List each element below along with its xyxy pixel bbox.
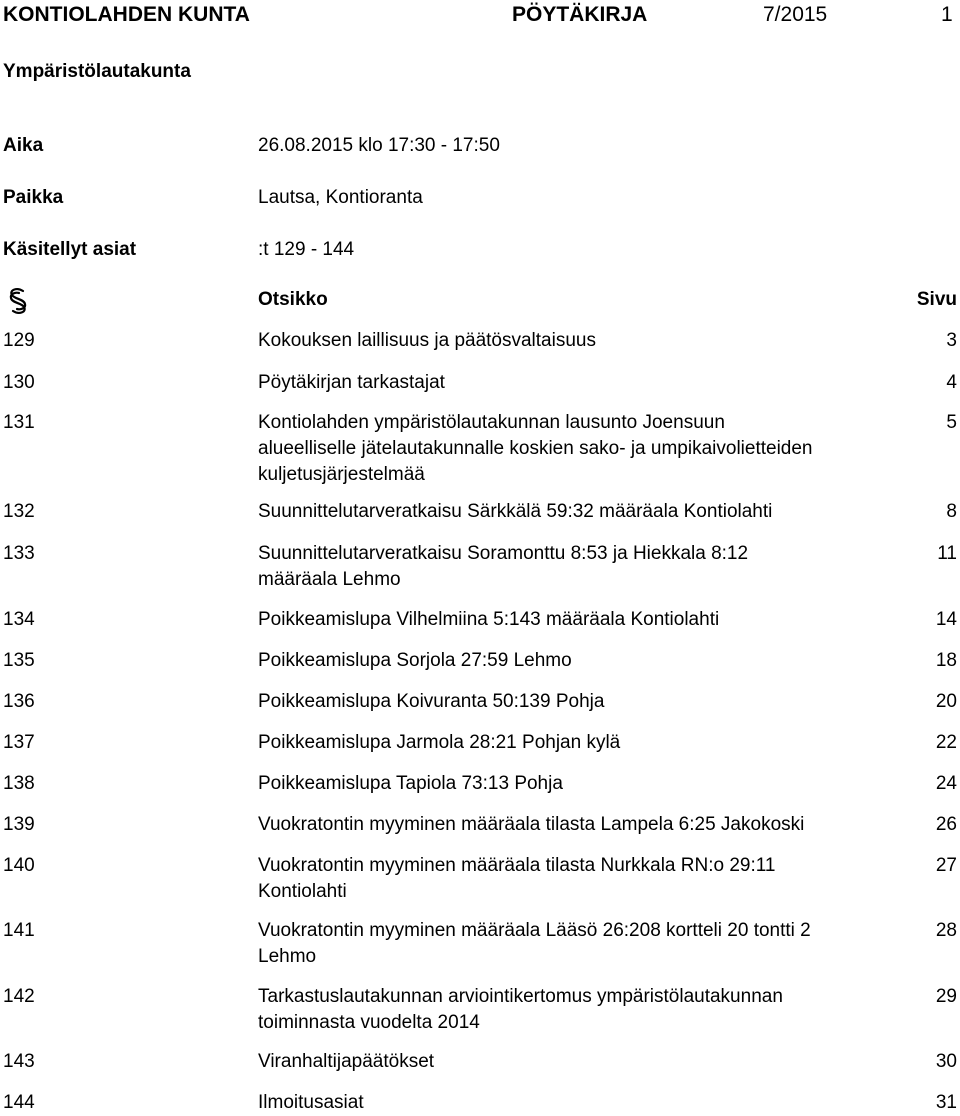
toc-row-number: 130 — [3, 372, 35, 393]
toc-row-number: 133 — [3, 543, 35, 564]
toc-row-number: 136 — [3, 691, 35, 712]
toc-row-page: 27 — [935, 855, 957, 876]
toc-row-title — [258, 853, 898, 905]
toc-row-page: 14 — [935, 609, 957, 630]
toc-row-page: 5 — [946, 412, 957, 433]
items-label: Käsitellyt asiat — [3, 239, 137, 260]
toc-row-number: 144 — [3, 1092, 35, 1113]
toc-row-title-line: Vuokratontin myyminen määräala Lääsö 26:208 kortteli 20 tontti 2 — [258, 920, 811, 941]
toc-row-title — [258, 410, 898, 488]
toc-row-title-line: Kontiolahti — [258, 881, 347, 902]
toc-row-title — [258, 1090, 898, 1116]
toc-row-title-line: Poikkeamislupa Jarmola 28:21 Pohjan kylä — [258, 732, 621, 753]
toc-row-title — [258, 648, 898, 674]
toc-row-title-line: Poikkeamislupa Sorjola 27:59 Lehmo — [258, 650, 572, 671]
toc-row-title-line: Poikkeamislupa Koivuranta 50:139 Pohja — [258, 691, 605, 712]
document-type: PÖYTÄKIRJA — [512, 3, 648, 26]
toc-row-title — [258, 730, 898, 756]
toc-row-page: 18 — [935, 650, 957, 671]
toc-row-title — [258, 541, 898, 593]
toc-row-page: 24 — [935, 773, 957, 794]
toc-row-number: 135 — [3, 650, 35, 671]
toc-row-title — [258, 984, 898, 1036]
toc-row-title-line: Lehmo — [258, 946, 317, 967]
toc-row-title-line: kuljetusjärjestelmää — [258, 464, 425, 485]
toc-row-page: 8 — [946, 501, 957, 522]
time-label: Aika — [3, 135, 44, 156]
toc-row-number: 129 — [3, 330, 35, 351]
toc-row-title — [258, 812, 898, 838]
toc-row-page: 29 — [935, 986, 957, 1007]
toc-row-number: 140 — [3, 855, 35, 876]
toc-page-header: Sivu — [916, 289, 957, 310]
toc-row-page: 4 — [946, 372, 957, 393]
toc-row-title-line: Pöytäkirjan tarkastajat — [258, 372, 445, 393]
toc-row-page: 28 — [935, 920, 957, 941]
toc-row-number: 132 — [3, 501, 35, 522]
toc-row-number: 139 — [3, 814, 35, 835]
place-label: Paikka — [3, 187, 64, 208]
toc-row-number: 137 — [3, 732, 35, 753]
toc-row-title — [258, 918, 898, 970]
toc-row-number: 138 — [3, 773, 35, 794]
toc-row-page: 30 — [935, 1051, 957, 1072]
time-value: 26.08.2015 klo 17:30 - 17:50 — [258, 135, 500, 156]
toc-row-title — [258, 689, 898, 715]
toc-title-header: Otsikko — [258, 289, 328, 310]
toc-row-number: 143 — [3, 1051, 35, 1072]
toc-row-title-line: Vuokratontin myyminen määräala tilasta Nurkkala RN:o 29:11 — [258, 855, 776, 876]
toc-row-title-line: Suunnittelutarveratkaisu Särkkälä 59:32 määräala Kontiolahti — [258, 501, 773, 522]
toc-row-number: 134 — [3, 609, 35, 630]
toc-row-title-line: Kokouksen laillisuus ja päätösvaltaisuus — [258, 330, 596, 351]
toc-row-title-line: Poikkeamislupa Vilhelmiina 5:143 määräala Kontiolahti — [258, 609, 720, 630]
toc-row-number: 142 — [3, 986, 35, 1007]
toc-row-page: 11 — [937, 543, 957, 564]
toc-row-title — [258, 370, 898, 396]
toc-row-title-line: alueelliselle jätelautakunnalle koskien sako- ja umpikaivolietteiden — [258, 438, 813, 459]
toc-row-page: 31 — [935, 1092, 957, 1113]
toc-row-title — [258, 607, 898, 633]
items-value: :t 129 - 144 — [258, 239, 355, 260]
document-number: 7/2015 — [763, 3, 828, 26]
toc-row-title-line: toiminnasta vuodelta 2014 — [258, 1012, 480, 1033]
toc-row-number: 131 — [3, 412, 35, 433]
toc-row-title-line: Poikkeamislupa Tapiola 73:13 Pohja — [258, 773, 563, 794]
toc-row-title-line: Ilmoitusasiat — [258, 1092, 364, 1113]
toc-row-title-line: Tarkastuslautakunnan arviointikertomus ympäristölautakunnan — [258, 986, 783, 1007]
toc-row-title — [258, 1049, 898, 1075]
page-number: 1 — [941, 3, 953, 26]
committee-name: Ympäristölautakunta — [3, 61, 191, 82]
toc-row-page: 26 — [935, 814, 957, 835]
toc-row-page: 22 — [935, 732, 957, 753]
toc-row-page: 20 — [935, 691, 957, 712]
toc-row-page: 3 — [946, 330, 957, 351]
place-value: Lautsa, Kontioranta — [258, 187, 423, 208]
toc-row-title — [258, 499, 898, 525]
toc-row-title-line: Suunnittelutarveratkaisu Soramonttu 8:53 ja Hiekkala 8:12 — [258, 543, 749, 564]
toc-row-title-line: Viranhaltijapäätökset — [258, 1051, 435, 1072]
toc-row-title-line: määräala Lehmo — [258, 569, 401, 590]
municipality-name: KONTIOLAHDEN KUNTA — [3, 3, 250, 26]
section-sign-icon — [3, 286, 33, 316]
toc-row-title-line: Vuokratontin myyminen määräala tilasta Lampela 6:25 Jakokoski — [258, 814, 805, 835]
toc-row-number: 141 — [3, 920, 35, 941]
toc-row-title — [258, 328, 898, 354]
toc-row-title-line: Kontiolahden ympäristölautakunnan lausunto Joensuun — [258, 412, 725, 433]
toc-row-title — [258, 771, 898, 797]
